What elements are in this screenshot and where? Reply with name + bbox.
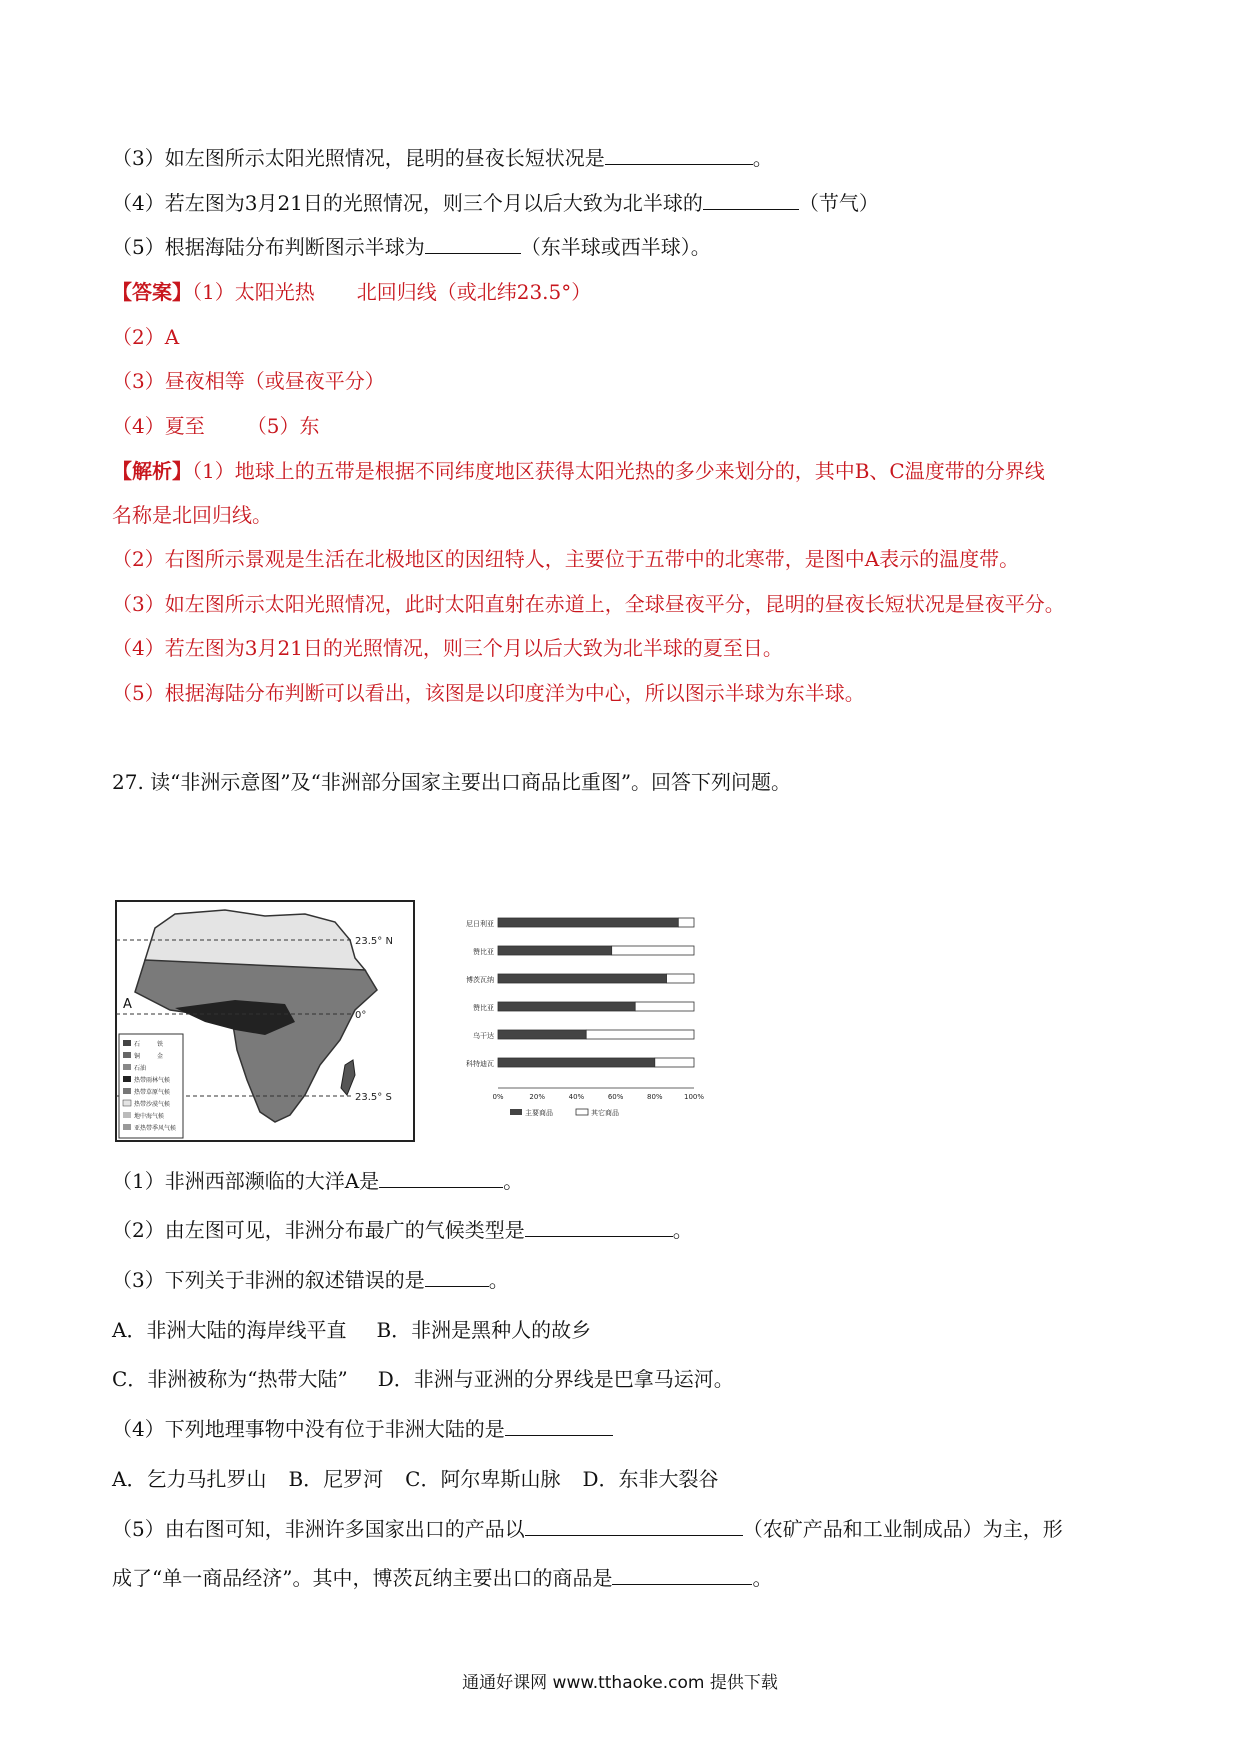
answer-blank bbox=[525, 1218, 673, 1237]
bar-other-goods bbox=[586, 1030, 694, 1039]
svg-text:地中海气候: 地中海气候 bbox=[134, 1113, 165, 1120]
analysis-line-5: （5）根据海陆分布判断可以看出，该图是以印度洋为中心，所以图示半球为东半球。 bbox=[112, 681, 865, 705]
bar-other-goods bbox=[667, 974, 694, 983]
q27-5-line-cont: 成了“单一商品经济”。其中，博茨瓦纳主要出口的商品是 。 bbox=[112, 1566, 773, 1590]
lat-south-label: 23.5° S bbox=[355, 1092, 392, 1103]
svg-text:金: 金 bbox=[157, 1053, 164, 1060]
svg-text:热带沙漠气候: 热带沙漠气候 bbox=[134, 1101, 171, 1108]
answer-blank bbox=[703, 191, 799, 210]
svg-text:铁: 铁 bbox=[157, 1041, 164, 1048]
bar-other-goods bbox=[655, 1058, 694, 1067]
bar-main-goods bbox=[498, 1058, 655, 1067]
q26-4-line: （4）若左图为3月21日的光照情况，则三个月以后大致为北半球的 （节气） bbox=[112, 191, 879, 215]
q27-2-line: （2）由左图可见，非洲分布最广的气候类型是 。 bbox=[112, 1218, 693, 1242]
category-label: 赞比亚 bbox=[473, 948, 494, 956]
africa-map bbox=[115, 900, 415, 1142]
svg-text:亚热带季风气候: 亚热带季风气候 bbox=[134, 1125, 177, 1132]
bar-other-goods bbox=[678, 918, 694, 927]
q27-5-line: （5）由右图可知，非洲许多国家出口的产品以 （农矿产品和工业制成品）为主，形 bbox=[112, 1517, 1063, 1541]
svg-text:热带雨林气候: 热带雨林气候 bbox=[134, 1077, 171, 1084]
category-label: 博茨瓦纳 bbox=[466, 976, 494, 984]
q27-1-line: （1）非洲西部濒临的大洋A是 。 bbox=[112, 1169, 524, 1193]
analysis-line-3: （3）如左图所示太阳光照情况，此时太阳直射在赤道上，全球昼夜平分，昆明的昼夜长短状况是昼夜平分。 bbox=[112, 592, 1065, 616]
answer-blank bbox=[379, 1169, 503, 1188]
export-share-chart bbox=[428, 912, 718, 1124]
bar-main-goods bbox=[498, 918, 678, 927]
answer-line-2: （2）A bbox=[112, 325, 180, 349]
x-tick-label: 20% bbox=[529, 1093, 545, 1101]
x-tick-label: 80% bbox=[647, 1093, 663, 1101]
lat-north-label: 23.5° N bbox=[355, 936, 393, 947]
analysis-tag: 【解析】 bbox=[112, 459, 192, 483]
q27-stem: 27. 读“非洲示意图”及“非洲部分国家主要出口商品比重图”。回答下列问题。 bbox=[112, 770, 792, 794]
category-label: 科特迪瓦 bbox=[466, 1060, 494, 1068]
category-label: 乌干达 bbox=[473, 1032, 494, 1040]
svg-text:铜: 铜 bbox=[134, 1053, 141, 1060]
x-tick-label: 100% bbox=[683, 1093, 705, 1101]
answer-blank bbox=[612, 1566, 752, 1585]
category-label: 尼日利亚 bbox=[466, 920, 494, 928]
q27-3-options-ab: A．非洲大陆的海岸线平直 B．非洲是黑种人的故乡 bbox=[112, 1318, 592, 1342]
page-footer: 通通好课网 www.tthaoke.com 提供下载 bbox=[462, 1673, 778, 1693]
bar-main-goods bbox=[498, 1030, 586, 1039]
bar-main-goods bbox=[498, 1002, 635, 1011]
legend-other-label: 其它商品 bbox=[591, 1109, 619, 1117]
analysis-line-1: 【解析】（1）地球上的五带是根据不同纬度地区获得太阳光热的多少来划分的，其中B、C温度带的分界线 bbox=[112, 459, 1045, 483]
q27-4-options: A．乞力马扎罗山 B．尼罗河 C．阿尔卑斯山脉 D．东非大裂谷 bbox=[112, 1467, 719, 1491]
q26-3-line: （3）如左图所示太阳光照情况，昆明的昼夜长短状况是 。 bbox=[112, 146, 773, 170]
legend-main-label: 主要商品 bbox=[525, 1109, 553, 1117]
x-tick-label: 0% bbox=[492, 1093, 504, 1101]
ocean-a-label: A bbox=[123, 997, 132, 1012]
svg-text:石: 石 bbox=[134, 1041, 141, 1048]
bar-other-goods bbox=[612, 946, 694, 955]
answer-tag: 【答案】 bbox=[112, 280, 192, 304]
answer-line-3: （3）昼夜相等（或昼夜平分） bbox=[112, 369, 385, 393]
x-tick-label: 60% bbox=[607, 1093, 624, 1101]
answer-line-1: 【答案】（1）太阳光热 北回归线（或北纬23.5°） bbox=[112, 280, 592, 304]
q27-3-options-cd: C．非洲被称为“热带大陆” D．非洲与亚洲的分界线是巴拿马运河。 bbox=[112, 1367, 734, 1391]
q27-3-line: （3）下列关于非洲的叙述错误的是 。 bbox=[112, 1268, 509, 1292]
answer-blank bbox=[425, 1268, 489, 1287]
analysis-line-1-cont: 名称是北回归线。 bbox=[112, 503, 272, 527]
answer-blank bbox=[605, 146, 753, 165]
bar-main-goods bbox=[498, 946, 612, 955]
map-legend bbox=[119, 1034, 183, 1138]
q27-4-line: （4）下列地理事物中没有位于非洲大陆的是 bbox=[112, 1413, 613, 1442]
chart-legend bbox=[510, 1108, 619, 1117]
svg-text:石油: 石油 bbox=[134, 1065, 147, 1072]
category-label: 赞比亚 bbox=[473, 1004, 494, 1012]
bar-main-goods bbox=[498, 974, 667, 983]
answer-blank bbox=[525, 1517, 743, 1536]
answer-blank bbox=[505, 1417, 613, 1436]
svg-text:热带草原气候: 热带草原气候 bbox=[134, 1089, 171, 1096]
x-tick-label: 40% bbox=[568, 1093, 585, 1101]
analysis-line-4: （4）若左图为3月21日的光照情况，则三个月以后大致为北半球的夏至日。 bbox=[112, 636, 783, 660]
answer-blank bbox=[425, 235, 521, 254]
answer-line-4: （4）夏至 （5）东 bbox=[112, 414, 320, 438]
analysis-line-2: （2）右图所示景观是生活在北极地区的因纽特人，主要位于五带中的北寒带，是图中A表示的温度带。 bbox=[112, 547, 1020, 571]
q26-5-line: （5）根据海陆分布判断图示半球为 （东半球或西半球）。 bbox=[112, 235, 711, 259]
bar-other-goods bbox=[635, 1002, 694, 1011]
lat-equator-label: 0° bbox=[355, 1010, 367, 1021]
